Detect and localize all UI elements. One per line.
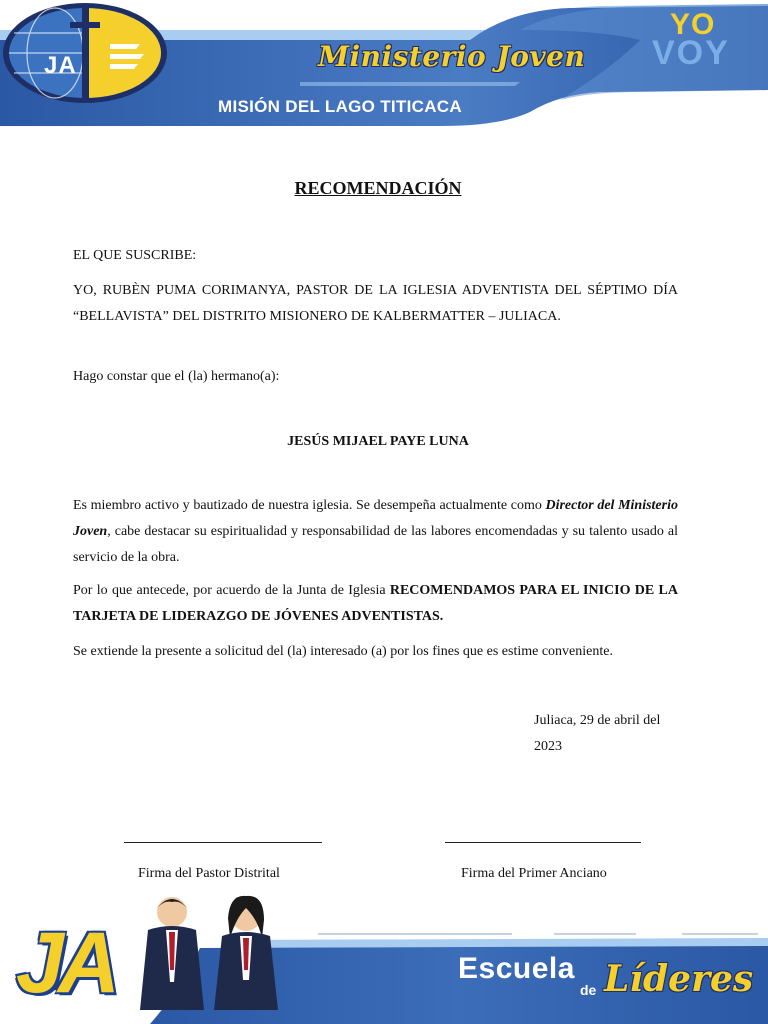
document-title: RECOMENDACIÓN — [294, 178, 462, 198]
member-description-start: Es miembro activo y bautizado de nuestra iglesia. Se desempeña actualmente como — [73, 498, 546, 513]
closing-paragraph: Se extiende la presente a solicitud del (la) interesado (a) por los fines que es estime conveniente. — [73, 644, 613, 659]
recommendation-paragraph — [73, 578, 678, 630]
hago-constar-line: Hago constar que el (la) hermano(a): — [73, 369, 280, 384]
yo-voy-logo — [650, 8, 750, 74]
recommendation-intro: Por lo que antecede, por acuerdo de la Junta de Iglesia — [73, 583, 390, 598]
footer-banner-graphic — [0, 890, 768, 1024]
signature-line-elder — [445, 842, 641, 843]
date-block — [534, 708, 684, 760]
date-line-2: 2023 — [534, 739, 562, 754]
yo-voy-line1: YO — [670, 8, 716, 41]
mission-name: MISIÓN DEL LAGO TITICACA — [218, 97, 462, 116]
leaders-word: Líderes — [604, 958, 754, 1000]
suscribe-line: EL QUE SUSCRIBE: — [73, 248, 197, 263]
member-description — [73, 493, 678, 571]
school-word: Escuela — [458, 952, 575, 985]
header-ja-logo-text: JA — [44, 52, 77, 79]
footer-banner — [0, 890, 768, 1024]
yo-voy-line2: VOY — [652, 34, 730, 72]
ministry-name: Ministerio Joven — [318, 40, 586, 73]
connector-word: de — [580, 982, 597, 998]
pastor-statement: YO, RUBÈN PUMA CORIMANYA, PASTOR DE LA IGLESIA ADVENTISTA DEL SÉPTIMO DÍA “BELLAVISTA” DEL DISTRITO MISIONERO DE KALBERMATTER – JULIACA. — [73, 283, 678, 324]
member-role: Director del Ministerio Joven — [73, 498, 678, 539]
footer-ja-logo: JA — [16, 915, 114, 1011]
signature-label-elder: Firma del Primer Anciano — [461, 866, 607, 881]
signature-label-pastor: Firma del Pastor Distrital — [138, 866, 280, 881]
member-description-end: , cabe destacar su espiritualidad y responsabilidad de las labores encomendadas y su talento usado al servicio de la obra. — [73, 524, 678, 565]
date-line-1: Juliaca, 29 de abril del — [534, 713, 661, 728]
signature-line-pastor — [124, 842, 322, 843]
member-name: JESÚS MIJAEL PAYE LUNA — [287, 434, 469, 449]
ja-globe-logo — [0, 0, 170, 106]
recommendation-statement: RECOMENDAMOS PARA EL INICIO DE LA TARJETA DE LIDERAZGO DE JÓVENES ADVENTISTAS. — [73, 583, 678, 624]
header-banner — [0, 0, 768, 130]
